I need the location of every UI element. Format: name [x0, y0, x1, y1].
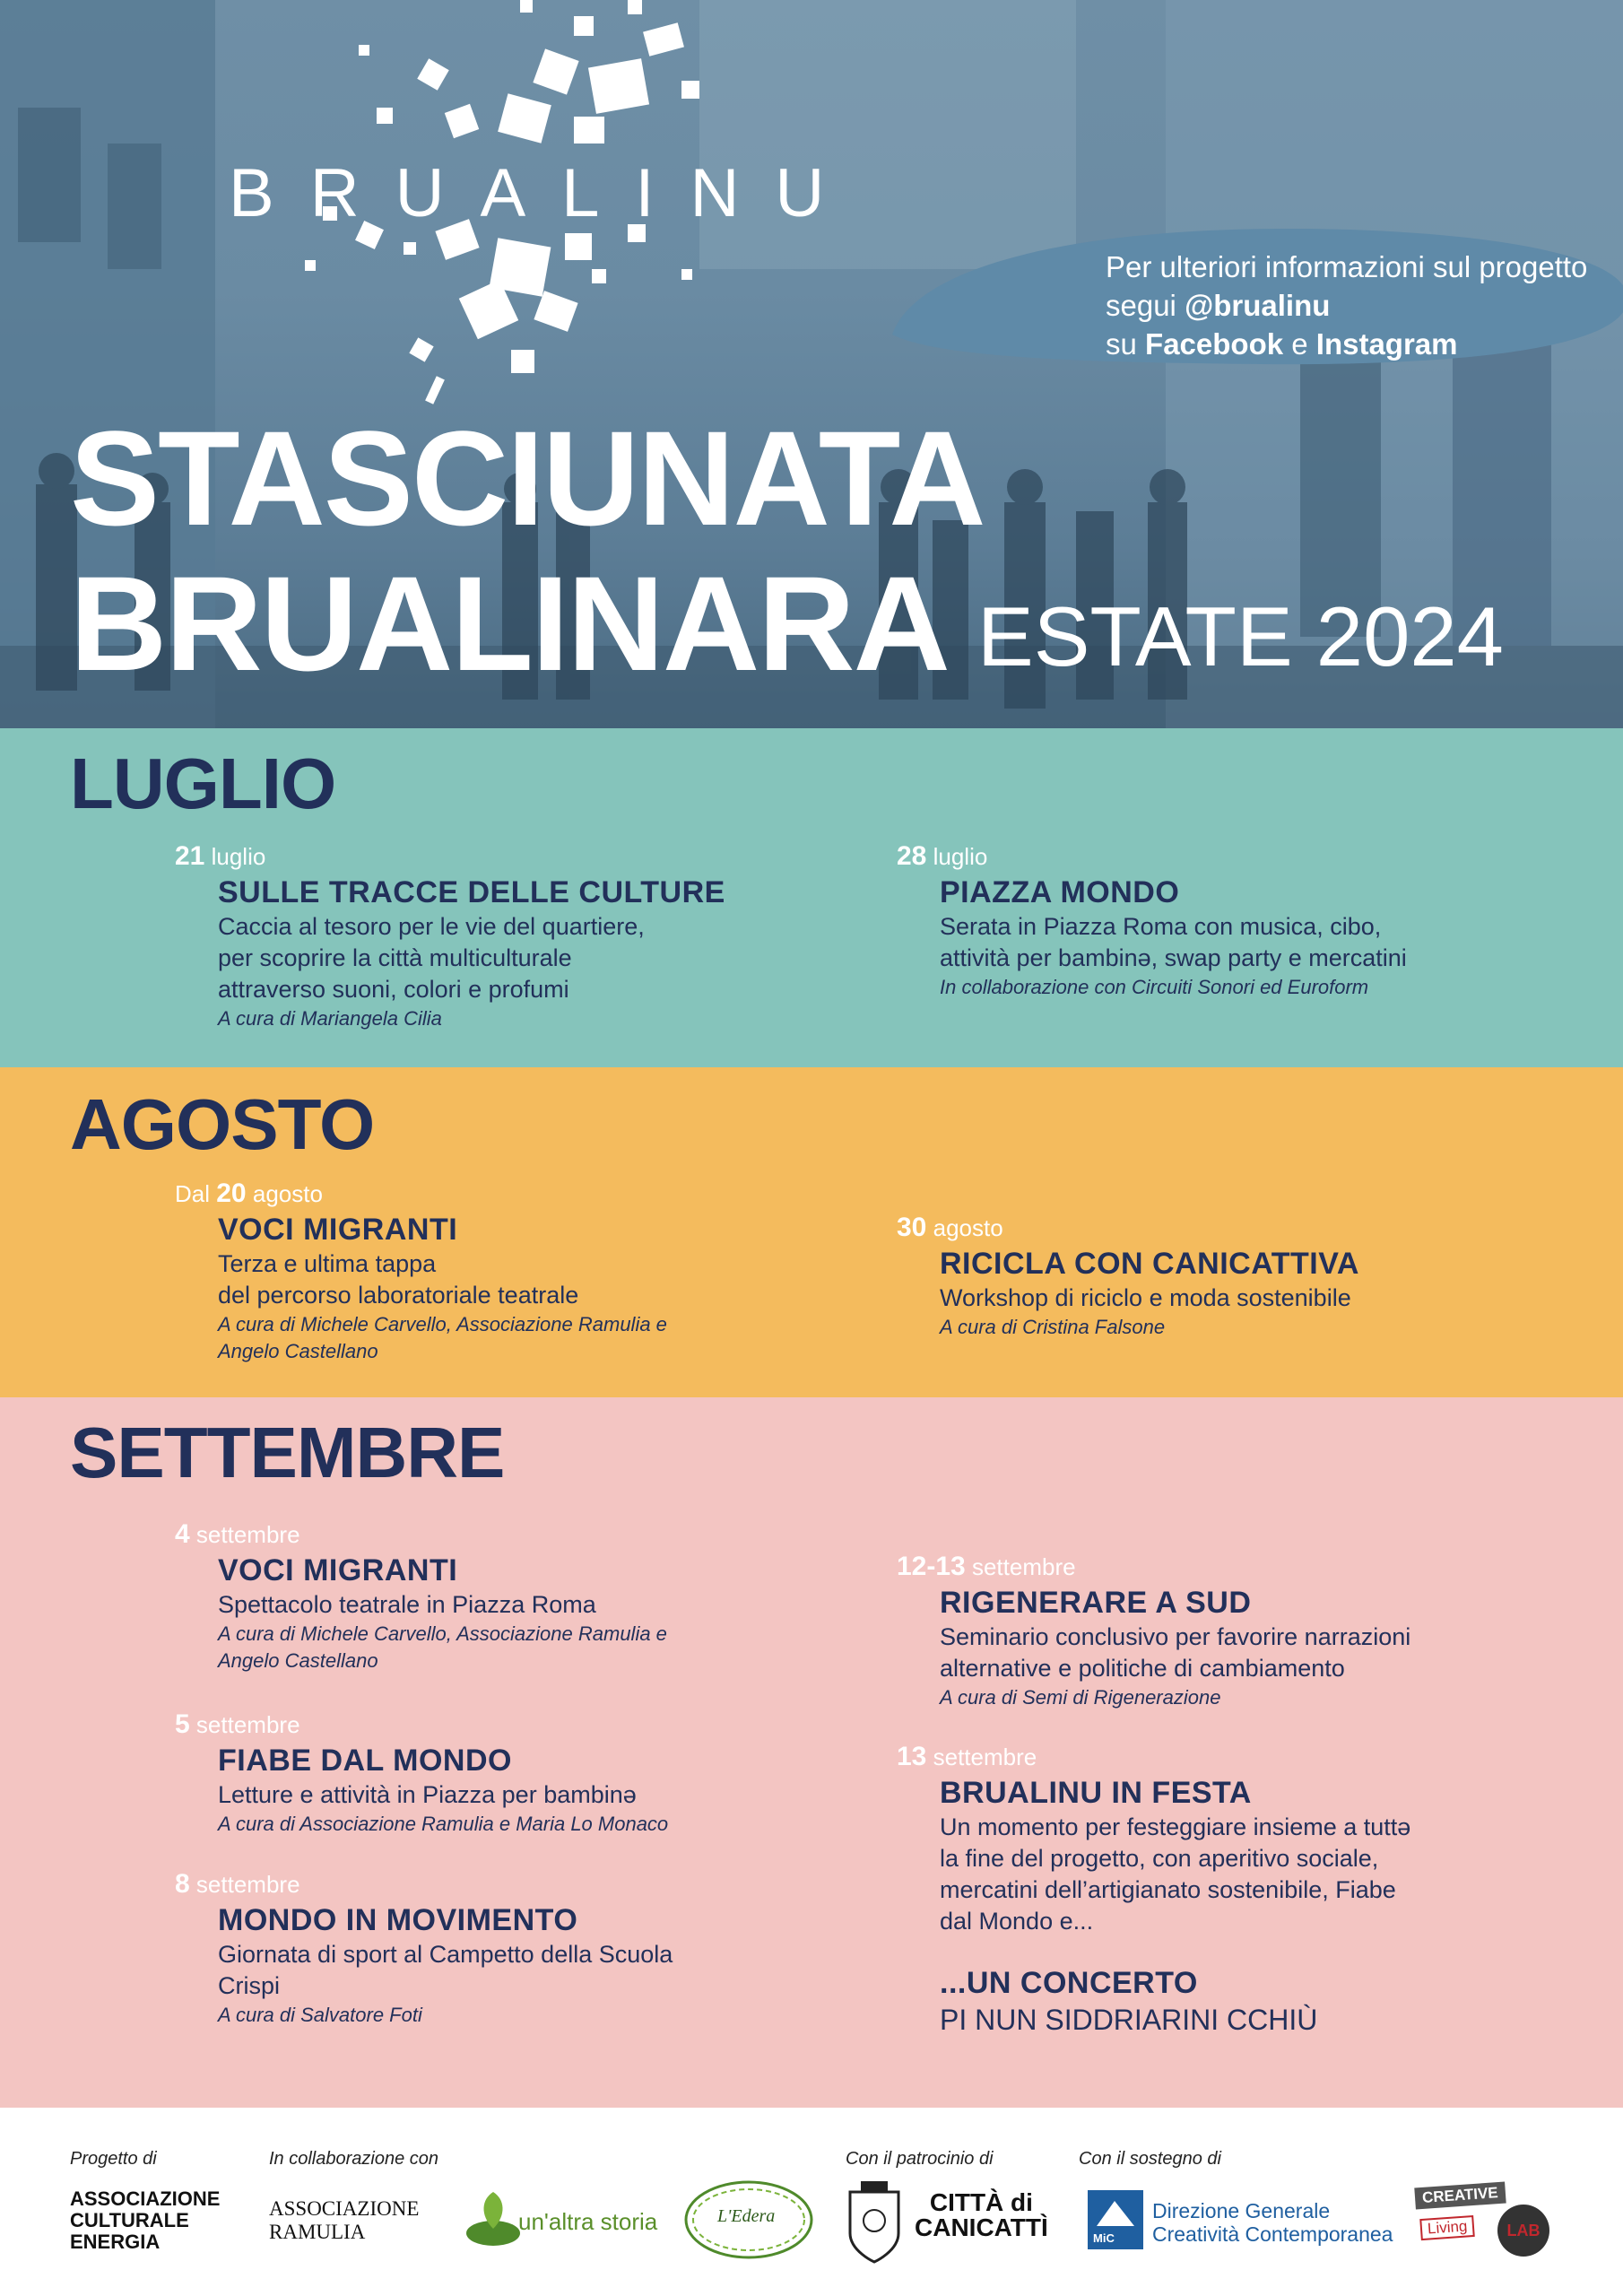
event-title: RICICLA CON CANICATTIVA [940, 1247, 1359, 1281]
event-curator: A cura di Associazione Ramulia e Maria Lo Monaco [218, 1813, 669, 1835]
event-curator: In collaborazione con Circuiti Sonori ed Euroform [940, 976, 1369, 998]
event-voci-migranti-settembre [175, 1519, 803, 1674]
canicatti-logo: CITTÀ di CANICATTÌ [915, 2188, 1048, 2241]
event-curator: A cura di Mariangela Cilia [218, 1007, 442, 1030]
event-title: RIGENERARE A SUD [940, 1586, 1252, 1620]
ramulia-logo: ASSOCIAZIONE RAMULIA [269, 2197, 420, 2243]
event-description: Workshop di riciclo e moda sostenibile [940, 1284, 1351, 1311]
event-date: Dal 20 agosto [175, 1178, 323, 1208]
event-title: SULLE TRACCE DELLE CULTURE [218, 875, 725, 909]
event-date: 28 luglio [897, 841, 988, 871]
altrastoria-leaf-icon [462, 2188, 525, 2251]
event-curator: A cura di Michele Carvello, Associazione Ramulia e Angelo Castellano [218, 1622, 667, 1672]
info-bubble-text [1106, 248, 1587, 363]
event-curator: A cura di Cristina Falsone [940, 1316, 1166, 1338]
event-title: BRUALINU IN FESTA [940, 1776, 1252, 1810]
event-title: FIABE DAL MONDO [218, 1744, 512, 1778]
edera-logo: L'Edera [717, 2206, 776, 2226]
event-description: Caccia al tesoro per le vie del quartiere, per scoprire la città multiculturale attraverso suoni, colori e profumi [218, 913, 645, 1003]
event-date: 30 agosto [897, 1213, 1003, 1242]
event-description: Giornata di sport al Campetto della Scuola Crispi [218, 1941, 673, 1999]
info-line-2: segui @brualinu [1106, 289, 1331, 322]
instagram-label: Instagram [1315, 327, 1458, 361]
brualinu-logo-wordmark: BRUALINU [229, 155, 861, 231]
label-sostegno: Con il sostegno di [1079, 2149, 1221, 2169]
section-luglio [0, 728, 1623, 1067]
event-description: Spettacolo teatrale in Piazza Roma [218, 1591, 596, 1618]
event-title: PIAZZA MONDO [940, 875, 1180, 909]
hero-header [0, 0, 1623, 728]
label-progetto: Progetto di [70, 2149, 157, 2169]
month-title-luglio: LUGLIO [70, 744, 336, 823]
event-curator: A cura di Salvatore Foti [218, 2004, 422, 2026]
month-title-settembre: SETTEMBRE [70, 1413, 505, 1492]
concert-title: ...UN CONCERTO [940, 1966, 1198, 2000]
living-label: Living [1419, 2215, 1475, 2240]
facebook-label: Facebook [1145, 327, 1284, 361]
event-curator: A cura di Semi di Rigenerazione [940, 1686, 1221, 1709]
altrastoria-logo: un'altra storia [518, 2208, 658, 2235]
mic-logo: Direzione Generale Creatività Contemporanea [1152, 2199, 1393, 2246]
month-title-agosto: AGOSTO [70, 1084, 375, 1164]
event-date: 4 settembre [175, 1519, 300, 1549]
event-description: Letture e attività in Piazza per bambinə [218, 1781, 637, 1808]
event-description: Seminario conclusivo per favorire narrazioni alternative e politiche di cambiamento [940, 1623, 1411, 1682]
label-patrocinio: Con il patrocinio di [846, 2149, 994, 2169]
event-date: 8 settembre [175, 1869, 300, 1899]
event-date: 5 settembre [175, 1709, 300, 1739]
event-sulle-tracce [175, 841, 731, 1032]
event-date: 12-13 settembre [897, 1552, 1076, 1581]
title-line-2: BRUALINARA [70, 548, 949, 699]
event-description: Terza e ultima tappa del percorso laboratoriale teatrale [218, 1250, 579, 1309]
creative-label: CREATIVE [1414, 2182, 1506, 2210]
event-voci-migranti-agosto [175, 1178, 803, 1365]
event-curator: A cura di Michele Carvello, Associazione Ramulia e Angelo Castellano [218, 1313, 667, 1362]
event-brualinu-in-festa [897, 1742, 1542, 2038]
event-title: VOCI MIGRANTI [218, 1213, 458, 1247]
event-piazza-mondo [897, 841, 1524, 1001]
instagram-handle: @brualinu [1185, 289, 1331, 322]
event-description: Serata in Piazza Roma con musica, cibo, attività per bambinə, swap party e mercatini [940, 913, 1407, 971]
info-line-1: Per ulteriori informazioni sul progetto [1106, 250, 1588, 283]
event-mondo-in-movimento [175, 1869, 803, 2029]
ace-logo: ASSOCIAZIONE CULTURALE ENERGIA [70, 2187, 221, 2253]
event-date: 13 settembre [897, 1742, 1037, 1771]
event-fiabe-dal-mondo [175, 1709, 803, 1838]
title-line-1: STASCIUNATA [70, 403, 985, 553]
concert-subtitle: PI NUN SIDDRIARINI CCHIÙ [940, 2004, 1318, 2036]
event-date: 21 luglio [175, 841, 266, 871]
event-ricicla [897, 1213, 1524, 1341]
canicatti-crest-icon [843, 2179, 906, 2266]
sponsor-footer [0, 2108, 1623, 2296]
section-agosto [0, 1067, 1623, 1397]
event-description: Un momento per festeggiare insieme a tuttə la fine del progetto, con aperitivo sociale, mercatini dell’artigianato sostenibile, Fiabe dal Mondo e... [940, 1813, 1411, 1935]
info-line-3: su Facebook e Instagram [1106, 327, 1458, 361]
event-rigenerare-a-sud [897, 1552, 1524, 1711]
section-settembre [0, 1397, 1623, 2108]
lab-label: LAB [1497, 2205, 1549, 2257]
event-title: MONDO IN MOVIMENTO [218, 1903, 578, 1937]
mic-short-label: MiC [1093, 2231, 1115, 2245]
event-title: VOCI MIGRANTI [218, 1553, 458, 1587]
season-label: ESTATE 2024 [977, 589, 1504, 683]
label-collaborazione: In collaborazione con [269, 2149, 439, 2169]
